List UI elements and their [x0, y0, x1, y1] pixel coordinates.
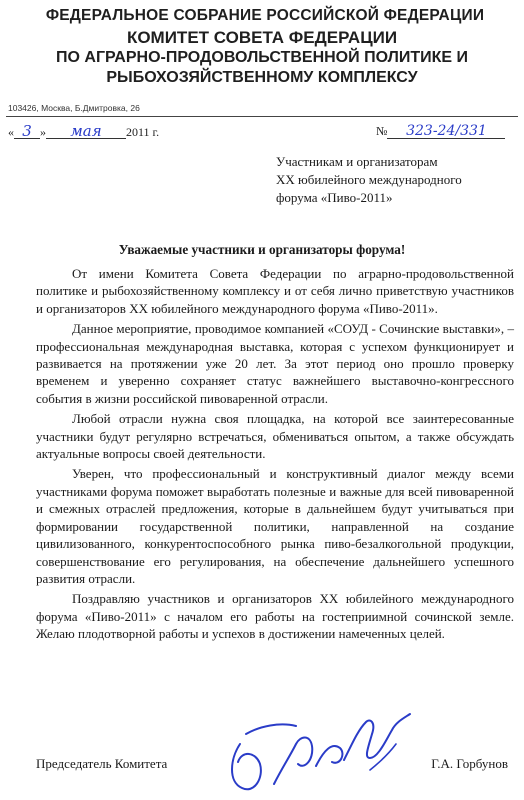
document-reference — [376, 124, 505, 139]
letterhead — [0, 6, 524, 88]
date-close-quote: » — [40, 125, 46, 139]
date-year: 2011 г. — [126, 125, 160, 139]
letterhead-committee-scope: ПО АГРАРНО-ПРОДОВОЛЬСТВЕННОЙ ПОЛИТИКЕ И — [56, 49, 468, 66]
recipient-line-3: форума «Пиво-2011» — [276, 190, 393, 205]
paragraph-3: Любой отрасли нужна своя площадка, на которой все заинтересованные участники будут регулярно встречаться, обмениваться опытом, а также обсуждать актуальные вопросы своей деятельности. — [36, 411, 514, 462]
paragraph-5: Поздравляю участников и организаторов XX юбилейного международного форума «Пиво-2011» с началом его работы на гостеприимной сочинской земле. Желаю плодотворной работы и успехов в достижении намеченных целей. — [36, 591, 514, 642]
letterhead-address: 103426, Москва, Б.Дмитровка, 26 — [8, 103, 140, 113]
handwritten-signature — [220, 704, 420, 800]
paragraph-1: От имени Комитета Совета Федерации по аграрно-продовольственной политике и рыбохозяйственному комплексу и от себя лично приветствую участников и организаторов XX юбилейного международного форума «Пиво-2011». — [36, 266, 514, 316]
greeting: Уважаемые участники и организаторы форума! — [118, 242, 406, 257]
paragraph-4: Уверен, что профессиональный и конструктивный диалог между всеми участниками форума поможет выработать полезные и важные для всей пивоваренной и смежных отраслей предложения, которые в дальнейшем будут учитываться при формировании государственной политики, направленной на создание цивилизованного, конкурентоспособного рынка пиво-безалкогольной продукции, совершенствование его регулирования, на обеспечение дальнейшего успешного развития отрасли. — [36, 466, 514, 586]
letterhead-assembly: ФЕДЕРАЛЬНОЕ СОБРАНИЕ РОССИЙСКОЙ ФЕДЕРАЦИИ — [45, 7, 485, 24]
letterhead-divider — [6, 116, 518, 117]
date-open-quote: « — [8, 125, 14, 139]
paragraph-2: Данное мероприятие, проводимое компанией «СОУД - Сочинские выставки», – профессиональная международная выставка, которая с успехом функционирует и развивается на протяжении уже 20 лет. За этот период оно прошло проверку временем и уверенно сохраняет статус важнейшего выставочно-конгрессного события в жизни российской пивоваренной отрасли. — [36, 321, 514, 406]
signatory-name: Г.А. Горбунов — [431, 756, 508, 771]
recipient-line-2: XX юбилейного международного — [276, 172, 462, 187]
letterhead-committee-scope-2: РЫБОХОЗЯЙСТВЕННОМУ КОМПЛЕКСУ — [106, 69, 418, 86]
signatory-position: Председатель Комитета — [36, 756, 168, 771]
letterhead-committee: КОМИТЕТ СОВЕТА ФЕДЕРАЦИИ — [126, 28, 398, 47]
letter-body — [36, 265, 514, 646]
recipient-line-1: Участникам и организаторам — [276, 154, 438, 169]
reference-number: 323-24/331 — [387, 124, 505, 139]
date-day: 3 — [14, 124, 40, 139]
date-month: мая — [46, 124, 126, 139]
document-date — [8, 124, 159, 140]
reference-prefix: № — [376, 124, 388, 138]
recipient-block — [276, 153, 516, 207]
